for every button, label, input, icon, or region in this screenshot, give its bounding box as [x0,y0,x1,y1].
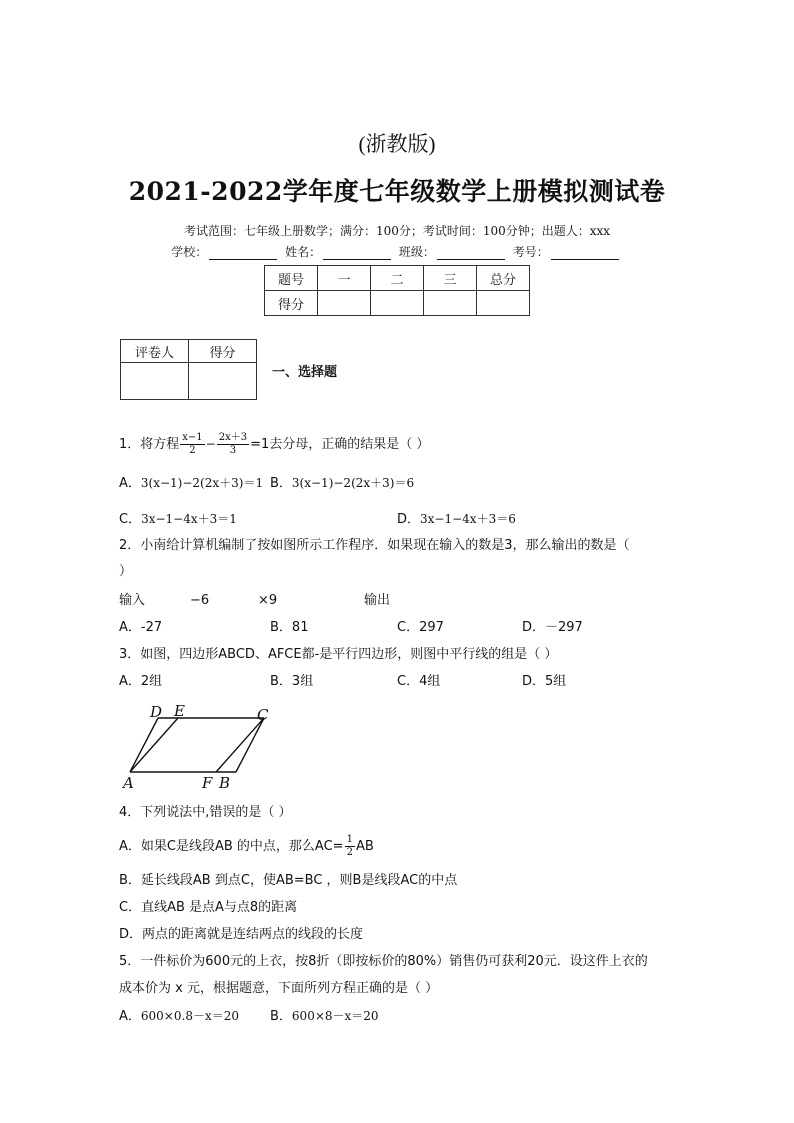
field-school-label: 学校： [171,245,208,259]
q5-option-a-text: 600×0.8－x＝20 [140,1009,239,1023]
q1-frac2-num: 2x＋3 [218,432,248,443]
q1-option-d-text: 3x−1−4x＋3＝6 [420,512,516,526]
score-header-cell: 一 [318,266,371,291]
q1-minus: − [205,437,216,451]
q5-option-b-text: 600×8－x＝20 [291,1009,379,1023]
label-d: D [150,703,163,721]
q1-option-a[interactable] [119,474,263,493]
q1-option-b-label: B． [270,476,292,491]
q2-option-c[interactable]: C．297 [397,620,444,635]
q4-option-b[interactable]: B．延长线段AB 到点C，使AB=BC ，则B是线段AC的中点 [119,873,458,888]
grader-header-cell: 得分 [189,340,257,363]
score-header-cell: 总分 [477,266,530,291]
q4-option-a-prefix: A．如果C是线段AB 的中点，那么AC= [119,839,344,854]
q4-option-a-suffix: AB [355,839,374,854]
q1-option-a-text: 3(x−1)−2(2x＋3)＝1 [140,476,264,490]
score-cell[interactable] [318,291,371,316]
exam-title: 2021-2022学年度七年级数学上册模拟测试卷 [128,177,666,206]
q4-option-a[interactable] [119,834,374,859]
q2-option-b[interactable]: B．81 [270,620,309,635]
q2-flow-step-2: ×9 [258,593,278,608]
q1-prefix: 1．将方程 [119,437,180,452]
question-3: 3．如图，四边形ABCD、AFCE都-是平行四边形，则图中平行线的组是（ ） [119,647,558,662]
edition-label: (浙教版) [358,132,436,156]
q1-option-a-label: A． [119,476,141,491]
label-b: B [219,774,231,792]
score-row-label: 得分 [265,291,318,316]
score-header-cell: 题号 [265,266,318,291]
grader-header-cell: 评卷人 [121,340,189,363]
field-id-blank[interactable] [551,247,619,260]
exam-info: 考试范围：七年级上册数学；满分：100分；考试时间：100分钟；出题人：xxx [183,224,611,238]
label-f: F [202,774,213,792]
q2-flow-input: 输入 [119,593,146,608]
q3-option-a[interactable]: A．2组 [119,674,163,689]
q1-option-d-label: D． [397,512,421,527]
label-a: A [123,774,134,792]
q1-option-c-text: 3x−1−4x＋3＝1 [141,512,237,526]
question-4: 4．下列说法中,错误的是（ ） [119,805,292,820]
q1-frac1-den: 2 [189,445,196,456]
q1-option-d[interactable] [397,510,516,529]
q3-option-b[interactable]: B．3组 [270,674,314,689]
field-class-label: 班级： [398,245,435,259]
q5-option-b-label: B． [270,1009,292,1024]
score-cell[interactable] [371,291,424,316]
field-id-label: 考号： [512,245,549,259]
parallelogram-figure [118,700,288,792]
label-e: E [174,702,185,720]
q5-option-b[interactable] [270,1007,379,1026]
q4-option-c[interactable]: C．直线AB 是点A与点8的距离 [119,900,298,915]
q1-suffix: =1去分母，正确的结果是（ ） [250,437,430,452]
grader-cell[interactable] [189,363,257,400]
question-1 [119,432,429,457]
q1-fraction-2 [217,432,249,457]
question-2-line2: ） [119,564,133,579]
q5-option-a-label: A． [119,1009,141,1024]
score-cell[interactable] [477,291,530,316]
grader-cell[interactable] [121,363,189,400]
q4-frac-den: 2 [346,847,353,858]
q1-frac2-den: 3 [229,445,237,456]
q2-option-a[interactable]: A．-27 [119,620,163,635]
grader-table [120,339,257,400]
field-school-blank[interactable] [209,247,277,260]
q3-option-d[interactable]: D．5组 [522,674,567,689]
student-fields [0,243,794,260]
section-title: 一、选择题 [272,365,338,380]
q1-option-b[interactable] [270,474,414,493]
question-5-line1: 5．一件标价为600元的上衣，按8折（即按标价的80%）销售仍可获利20元．设这件上衣的 [119,954,648,969]
score-table [264,265,530,316]
q5-option-a[interactable] [119,1007,239,1026]
q1-fraction-1 [180,432,204,457]
field-class-blank[interactable] [437,247,505,260]
field-name-blank[interactable] [323,247,391,260]
q1-option-b-text: 3(x−1)−2(2x＋3)＝6 [291,476,415,490]
q4-frac-num: 1 [346,834,353,845]
score-header-cell: 三 [424,266,477,291]
q1-option-c[interactable] [119,510,237,529]
question-2-line1: 2．小南给计算机编制了按如图所示工作程序．如果现在输入的数是3，那么输出的数是（ [119,538,630,553]
score-header-cell: 二 [371,266,424,291]
label-c: C [257,706,269,724]
q3-option-c[interactable]: C．4组 [397,674,441,689]
q1-frac1-num: x−1 [182,432,203,443]
score-cell[interactable] [424,291,477,316]
q2-option-d[interactable]: D．－297 [522,620,583,635]
q1-option-c-label: C． [119,512,142,527]
field-name-label: 姓名： [285,245,322,259]
q4-option-d[interactable]: D．两点的距离就是连结两点的线段的长度 [119,927,364,942]
q2-flow-step-1: −6 [190,593,210,608]
q2-flow-output: 输出 [364,593,391,608]
question-5-line2: 成本价为 x 元，根据题意，下面所列方程正确的是（ ） [119,981,439,996]
q4-option-a-fraction [345,834,355,859]
